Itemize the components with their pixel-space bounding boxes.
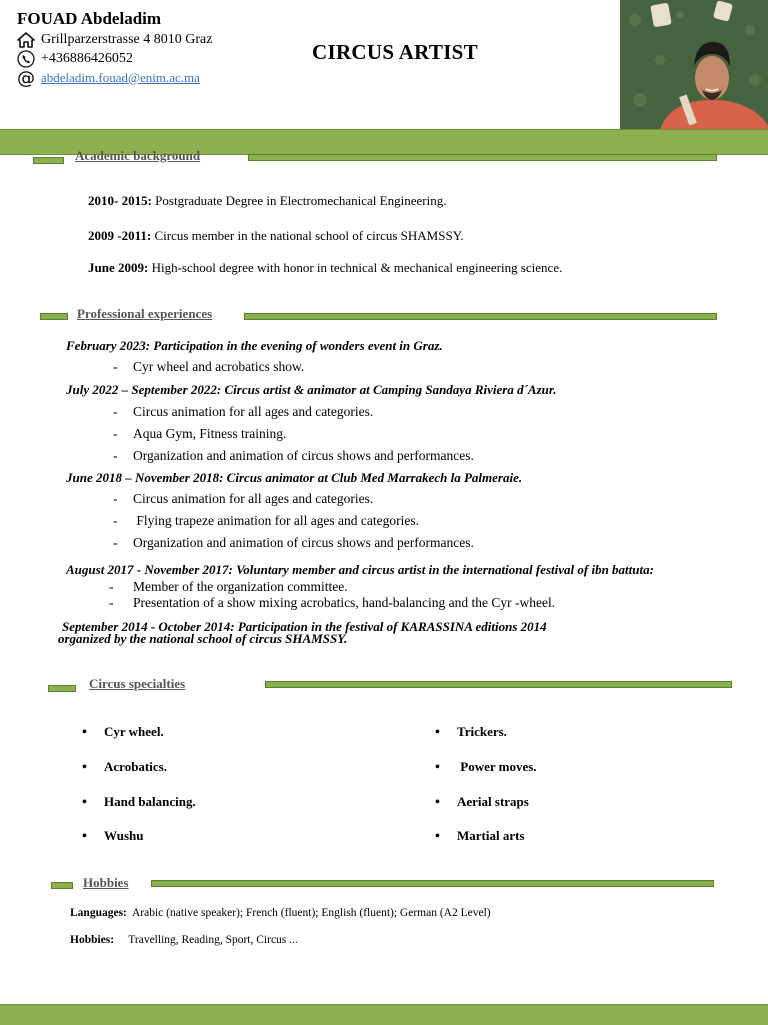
academic-text: Postgraduate Degree in Electromechanical Engineering. (151, 193, 447, 208)
section-stub (48, 685, 76, 692)
specialty-item: • Power moves. (435, 759, 537, 775)
section-title-academic: Academic background (75, 148, 201, 163)
experience-heading: August 2017 - November 2017: Voluntary member and circus artist in the international festival of ibn battuta: (66, 562, 654, 577)
experience-bullet-text: Member of the organization committee. (133, 579, 348, 594)
experience-heading: June 2018 – November 2018: Circus animator at Club Med Marrakech la Palmeraie. (66, 470, 523, 485)
specialty-item: • Trickers. (435, 724, 507, 740)
section-stub (51, 882, 73, 889)
specialty-item: • Martial arts (435, 828, 525, 844)
academic-item (88, 193, 446, 209)
specialty-text: Acrobatics. (104, 759, 167, 774)
experience-bullet-text: Aqua Gym, Fitness training. (133, 426, 287, 441)
section-rule (244, 313, 717, 320)
experience-bullet-text: Organization and animation of circus shows and performances. (133, 535, 474, 550)
languages-value: Arabic (native speaker); French (fluent); English (fluent); German (A2 Level) (132, 907, 491, 919)
experience-bullet: - Cyr wheel and acrobatics show. (113, 359, 305, 374)
experience-bullet-text: Circus animation for all ages and categories. (133, 404, 374, 419)
section-rule (265, 681, 732, 688)
languages-line (70, 907, 491, 919)
specialty-text: Martial arts (457, 828, 525, 843)
phone-icon (17, 50, 35, 68)
academic-item (88, 260, 562, 276)
phone-row (17, 49, 133, 69)
experience-heading: September 2014 - October 2014: Participation in the festival of KARASSINA editions 2014 (62, 619, 547, 634)
address-row (17, 30, 212, 50)
hobbies-value: Travelling, Reading, Sport, Circus ... (128, 934, 298, 946)
specialty-text: Trickers. (457, 724, 507, 739)
specialty-text: Aerial straps (457, 794, 529, 809)
section-stub (33, 157, 64, 164)
specialty-item: • Wushu (82, 828, 144, 844)
experience-bullet-text: Presentation of a show mixing acrobatics, hand-balancing and the Cyr -wheel. (133, 595, 556, 610)
experience-bullet-text: Cyr wheel and acrobatics show. (133, 359, 305, 374)
home-icon (17, 31, 35, 49)
academic-text: Circus member in the national school of circus SHAMSSY. (151, 228, 464, 243)
experience-bullet: - Organization and animation of circus shows and performances. (113, 535, 474, 550)
specialty-item: • Cyr wheel. (82, 724, 164, 740)
experience-bullet: - Flying trapeze animation for all ages and categories. (113, 513, 420, 528)
hobbies-label: Hobbies: (70, 934, 115, 946)
academic-text: High-school degree with honor in technical & mechanical engineering science. (148, 260, 563, 275)
section-rule (151, 880, 714, 887)
experience-bullet: - Member of the organization committee. (109, 579, 348, 594)
email-link[interactable]: abdeladim.fouad@enim.ac.ma (41, 70, 200, 85)
footer-bar (0, 1004, 768, 1025)
academic-date: June 2009: (88, 260, 149, 275)
specialty-text: Power moves. (457, 759, 537, 774)
specialty-text: Wushu (104, 828, 144, 843)
experience-bullet-text: Organization and animation of circus shows and performances. (133, 448, 474, 463)
specialty-item: • Acrobatics. (82, 759, 167, 775)
academic-date: 2010- 2015: (88, 193, 152, 208)
experience-bullet: - Circus animation for all ages and categories. (113, 491, 374, 506)
job-title: CIRCUS ARTIST (312, 40, 478, 64)
at-icon: @ (17, 67, 35, 89)
academic-date: 2009 -2011: (88, 228, 152, 243)
experience-bullet: - Aqua Gym, Fitness training. (113, 426, 287, 441)
section-stub (40, 313, 68, 320)
hobbies-line (70, 934, 298, 946)
experience-bullet: - Presentation of a show mixing acrobatics, hand-balancing and the Cyr -wheel. (109, 595, 556, 610)
specialty-item: • Aerial straps (435, 794, 529, 810)
languages-label: Languages: (70, 907, 127, 919)
specialty-text: Hand balancing. (104, 794, 196, 809)
email-row (17, 68, 200, 88)
experience-bullet: - Circus animation for all ages and categories. (113, 404, 374, 419)
section-title-hobbies: Hobbies (83, 875, 129, 890)
experience-bullet-text: Circus animation for all ages and categories. (133, 491, 374, 506)
experience-bullet-text: Flying trapeze animation for all ages and categories. (133, 513, 420, 528)
phone-text: +436886426052 (41, 51, 133, 66)
experience-heading: July 2022 – September 2022: Circus artist & animator at Camping Sandaya Riviera d´Azur. (66, 382, 557, 397)
specialty-text: Cyr wheel. (104, 724, 164, 739)
profile-photo (620, 0, 768, 130)
section-title-professional: Professional experiences (77, 306, 213, 321)
section-rule (248, 154, 717, 161)
academic-item (88, 228, 464, 244)
experience-bullet: - Organization and animation of circus shows and performances. (113, 448, 474, 463)
candidate-name: FOUAD Abdeladim (17, 9, 162, 28)
specialty-item: • Hand balancing. (82, 794, 196, 810)
address-text: Grillparzerstrasse 4 8010 Graz (41, 32, 213, 47)
section-title-specialties: Circus specialties (89, 676, 186, 691)
experience-heading-cont: organized by the national school of circus SHAMSSY. (58, 631, 348, 646)
experience-heading: February 2023: Participation in the evening of wonders event in Graz. (66, 338, 443, 353)
